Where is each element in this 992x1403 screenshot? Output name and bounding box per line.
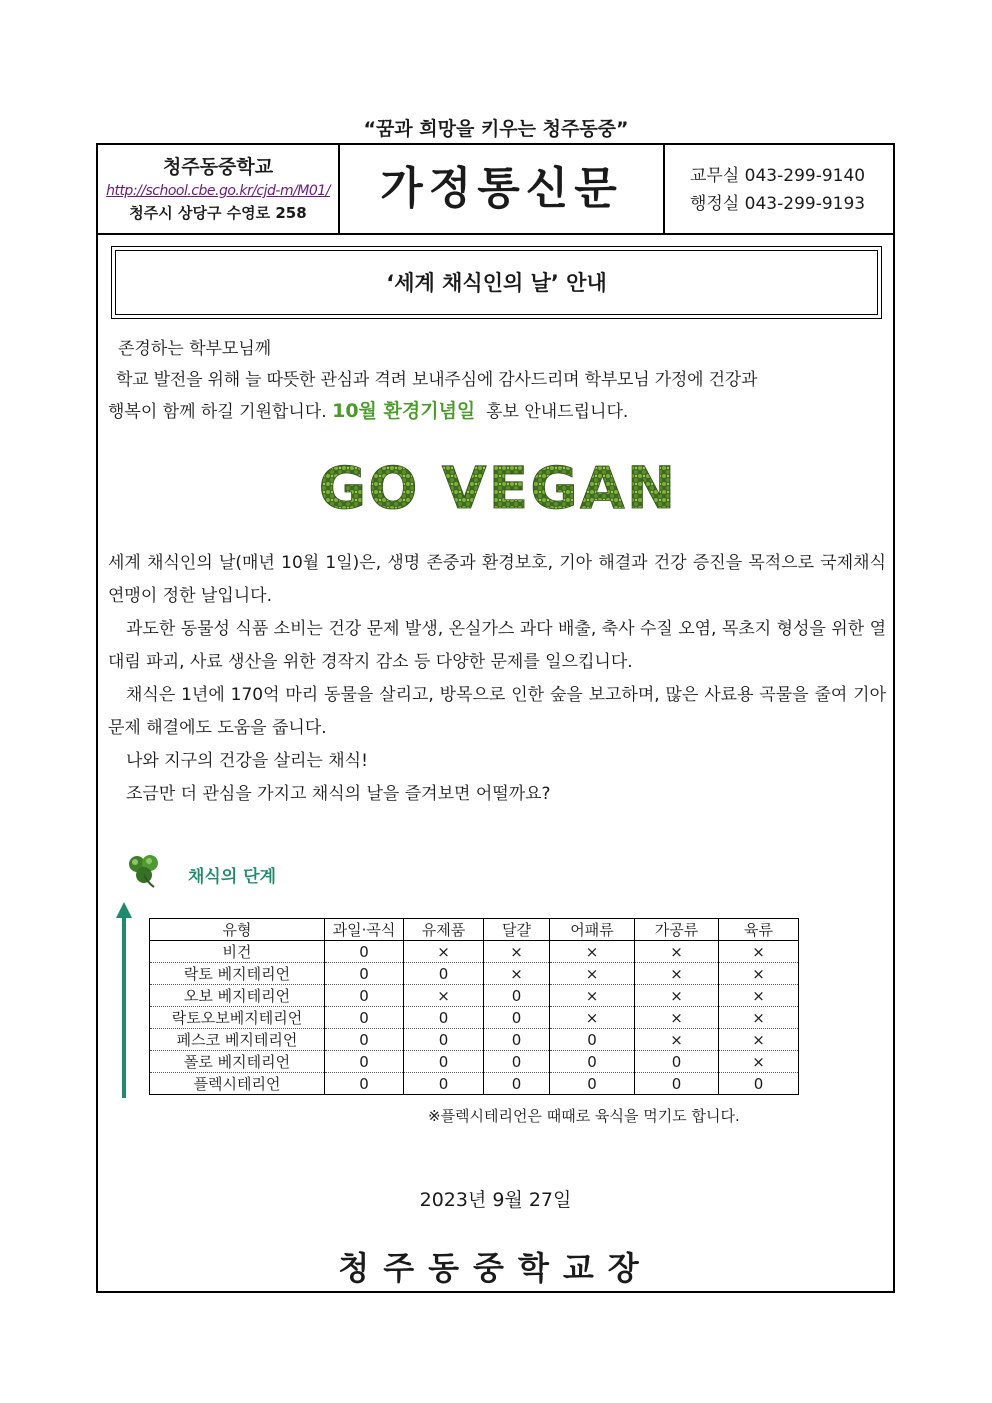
table-row [150, 941, 799, 963]
steps-title: 채식의 단계 [188, 867, 277, 887]
table-cell: 0 [325, 963, 404, 985]
table-row [150, 1007, 799, 1029]
intro-line-1: 학교 발전을 위해 늘 따뜻한 관심과 격려 보내주심에 감사드리며 학부모님 가정에 건강과 [116, 370, 758, 390]
school-info [98, 145, 340, 233]
principal-signature: 청주동중학교장 [338, 1249, 653, 1287]
table-cell: 0 [484, 1007, 550, 1029]
table-cell: 0 [325, 941, 404, 963]
table-header: 달걀 [484, 919, 550, 941]
table-header-row [150, 919, 799, 941]
header [98, 145, 893, 235]
table-row [150, 1073, 799, 1095]
table-cell: 0 [635, 1073, 719, 1095]
intro-line-2 [108, 395, 886, 429]
table-cell: × [550, 1007, 635, 1029]
paragraph-5: 조금만 더 관심을 가지고 채식의 날을 즐겨보면 어떨까요? [126, 784, 551, 804]
table-cell: × [635, 963, 719, 985]
issue-date: 2023년 9월 27일 [419, 1189, 572, 1211]
clover-icon [124, 851, 164, 889]
table-header: 유형 [150, 919, 325, 941]
table-cell: 0 [325, 1007, 404, 1029]
contact-admin: 행정실 043-299-9193 [690, 194, 866, 214]
notice-title: ‘세계 채식인의 날’ 안내 [115, 250, 878, 315]
table-cell: × [550, 963, 635, 985]
table-cell: × [404, 941, 484, 963]
table-cell: × [719, 985, 799, 1007]
newsletter-frame [96, 143, 895, 1293]
table-cell: 0 [484, 1051, 550, 1073]
go-vegan-banner [318, 450, 678, 522]
table-cell: 0 [404, 1051, 484, 1073]
diet-type-cell: 페스코 베지테리언 [150, 1029, 325, 1051]
table-cell: × [635, 1029, 719, 1051]
motto: “꿈과 희망을 키우는 청주동중” [363, 118, 629, 140]
paragraph-4: 나와 지구의 건강을 살리는 채식! [126, 751, 368, 771]
table-cell: 0 [550, 1073, 635, 1095]
school-name: 청주동중학교 [162, 156, 274, 178]
table-cell: × [719, 941, 799, 963]
table-cell: × [484, 941, 550, 963]
diet-type-cell: 폴로 베지테리언 [150, 1051, 325, 1073]
table-header: 어패류 [550, 919, 635, 941]
table-cell: 0 [550, 1051, 635, 1073]
diet-type-cell: 락토 베지테리언 [150, 963, 325, 985]
intro-highlight: 10월 환경기념일 [332, 400, 476, 422]
table-cell: × [719, 963, 799, 985]
contact-academic: 교무실 043-299-9140 [690, 166, 866, 186]
table-cell: × [550, 985, 635, 1007]
diet-type-cell: 오보 베지테리언 [150, 985, 325, 1007]
table-cell: 0 [484, 985, 550, 1007]
table-cell: × [635, 1007, 719, 1029]
table-cell: 0 [325, 1073, 404, 1095]
table-cell: × [404, 985, 484, 1007]
contact-info [665, 145, 893, 233]
table-cell: 0 [550, 1029, 635, 1051]
table-cell: 0 [325, 985, 404, 1007]
flexitarian-note: ※플렉시테리언은 때때로 육식을 먹기도 합니다. [428, 1107, 740, 1125]
diet-stages-table [149, 918, 799, 1095]
table-cell: 0 [484, 1073, 550, 1095]
table-cell: 0 [404, 963, 484, 985]
table-cell: × [635, 941, 719, 963]
school-address: 청주시 상당구 수영로 258 [129, 204, 307, 222]
table-cell: × [719, 1007, 799, 1029]
table-cell: × [635, 985, 719, 1007]
notice-title-box [111, 246, 882, 319]
table-body [150, 941, 799, 1095]
table-row [150, 1051, 799, 1073]
table-header: 육류 [719, 919, 799, 941]
table-cell: 0 [404, 1029, 484, 1051]
paragraph-2: 과도한 동물성 식품 소비는 건강 문제 발생, 온실가스 과다 배출, 축사 수질 오염, 목초지 형성을 위한 열대림 파괴, 사료 생산을 위한 경작지 감소 등 다양한 문제를 일으킵니다. [108, 619, 886, 672]
table-cell: 0 [404, 1073, 484, 1095]
table-row [150, 1029, 799, 1051]
table-cell: 0 [719, 1073, 799, 1095]
table-header: 과일·곡식 [325, 919, 404, 941]
table-cell: 0 [484, 1029, 550, 1051]
table-cell: × [550, 941, 635, 963]
table-row [150, 963, 799, 985]
table-cell: × [719, 1029, 799, 1051]
table-cell: 0 [635, 1051, 719, 1073]
paragraph-1: 세계 채식인의 날(매년 10월 1일)은, 생명 존중과 환경보호, 기아 해결과 건강 증진을 목적으로 국제채식연맹이 정한 날입니다. [108, 553, 886, 606]
table-header: 유제품 [404, 919, 484, 941]
table-row [150, 985, 799, 1007]
intro-text-a: 행복이 함께 하길 기원합니다. [108, 402, 327, 422]
table-cell: 0 [325, 1029, 404, 1051]
table-cell: × [719, 1051, 799, 1073]
greeting: 존경하는 학부모님께 [118, 339, 272, 359]
paragraph-3: 채식은 1년에 170억 마리 동물을 살리고, 방목으로 인한 숲을 보고하며, 많은 사료용 곡물을 줄여 기아 문제 해결에도 도움을 줍니다. [108, 685, 886, 738]
school-url-link[interactable]: http://school.cbe.go.kr/cjd-m/M01/ [106, 183, 330, 199]
table-header: 가공류 [635, 919, 719, 941]
table-cell: × [484, 963, 550, 985]
banner-text: GO VEGAN [318, 454, 678, 522]
arrow-up-icon [116, 902, 132, 1098]
intro-text-b: 홍보 안내드립니다. [486, 402, 629, 422]
table-cell: 0 [404, 1007, 484, 1029]
diet-type-cell: 플렉시테리언 [150, 1073, 325, 1095]
table-cell: 0 [325, 1051, 404, 1073]
diet-type-cell: 비건 [150, 941, 325, 963]
diet-type-cell: 락토오보베지테리언 [150, 1007, 325, 1029]
newsletter-title: 가정통신문 [340, 145, 665, 233]
